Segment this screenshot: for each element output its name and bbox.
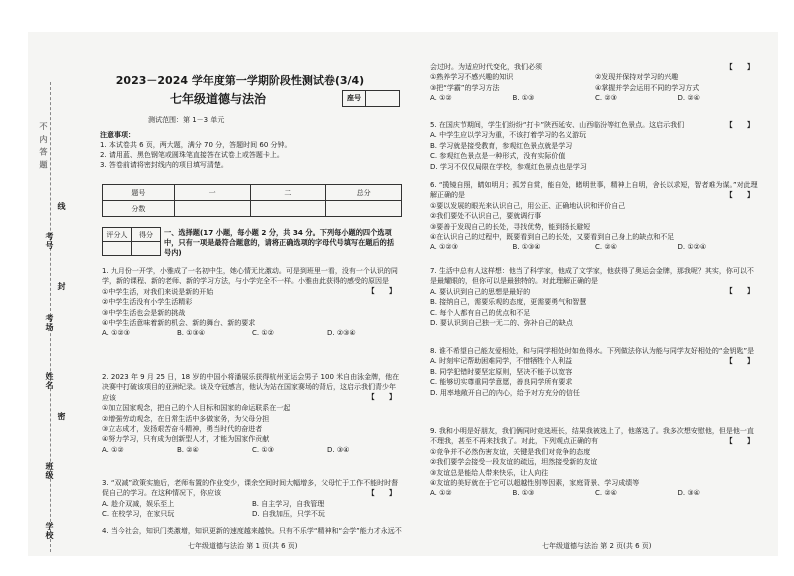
question-item: B. 同学犯错时要坚定原则，坚决不能予以宽容 xyxy=(430,367,573,376)
answer-options xyxy=(102,509,402,519)
answer-options xyxy=(102,499,402,509)
grader-label: 评分人 xyxy=(103,228,132,242)
option[interactable]: D. ③④ xyxy=(327,445,350,454)
section-one-heading: 一、选择题(17 小题，每小题 2 分，共 34 分。下列每小题的四个选项中，只有一项是最符合题意的，请将正确选项的字母代号填写在题后的括号内) xyxy=(164,228,395,257)
option[interactable]: B. ②④ xyxy=(177,445,199,454)
question-item: ③把“学霸”的学习方法 xyxy=(430,83,500,92)
question-6 xyxy=(430,180,760,253)
question-item: ②中学生活没有小学生活精彩 xyxy=(102,298,193,307)
note-item: 1. 本试卷共 6 页，两大题，满分 70 分，答题时间 60 分钟。 xyxy=(100,141,292,149)
question-item: ①要以发展的眼光来认识自己，用公正、正确地认识和评价自己 xyxy=(430,201,626,210)
question-stem: 8. 谁不希望自己能友爱相处，和与同学相处时如鱼得水。下列做法你认为能与同学友好相处的“金钥匙”是 xyxy=(430,347,755,355)
question-8 xyxy=(430,346,760,398)
option[interactable]: A. ①②③ xyxy=(102,329,130,338)
score-header: 一 xyxy=(174,185,250,201)
question-stem: 7. 生活中总有人这样想：他当了科学家，他成了文学家，他获得了奥运会金牌，那我呢？其实，你可以不是最耀眼的，但你可以是最独特的。对此理解正确的是 xyxy=(430,267,754,286)
left-page xyxy=(28,32,406,556)
question-item: ③中学生活也会是新的挑战 xyxy=(102,308,186,317)
answer-bracket[interactable]: 【 】 xyxy=(725,357,760,365)
notes xyxy=(100,130,292,170)
option[interactable]: C. ②④ xyxy=(595,243,617,252)
option[interactable]: A. 趁介双减，娱乐至上 xyxy=(102,499,175,508)
name-label: 姓名 xyxy=(45,372,54,390)
score-header: 总分 xyxy=(326,185,402,201)
question-item: D. 用率地敞开自己的内心，给予对方充分的信任 xyxy=(430,388,580,397)
option[interactable]: A. ①② xyxy=(102,445,124,454)
seat-label: 座号 xyxy=(343,91,366,106)
feng-mark: 封 xyxy=(57,282,66,291)
score-cell[interactable] xyxy=(326,201,402,217)
score-cell[interactable] xyxy=(250,201,326,217)
question-item: ④在认识自己的过程中，既要看到自己的长处，又要看到自己身上的缺点和不足 xyxy=(430,233,675,242)
page-footer-right: 七年级道德与法治 第 2 页(共 6 页) xyxy=(542,542,652,550)
grader-cell[interactable] xyxy=(103,242,132,256)
test-scope: 测试范围：第 1－3 单元 xyxy=(148,116,225,124)
question-stem: 4. 当今社会，知识门类激增，知识更新的速度越来越快。只有不乐学“精神和“会学”能力才永远不 xyxy=(102,527,402,535)
mi-mark: 密 xyxy=(57,412,66,421)
xian-mark: 线 xyxy=(57,202,66,211)
score-header: 二 xyxy=(250,185,326,201)
question-stem: 3. “双减”政策实施后，老师布置的作业变少，课余空间时间大幅增多，父母忙于工作不能时时督促自己的学习。在这种情况下，你应该 xyxy=(102,479,399,498)
notes-title: 注意事项： xyxy=(100,131,135,139)
score-table xyxy=(102,184,402,217)
option[interactable]: B. ①③ xyxy=(512,94,535,103)
score-header: 题号 xyxy=(103,185,175,201)
question-item: ③立志成才，发扬艰苦奋斗精神，勇当时代的奋进者 xyxy=(102,425,263,434)
option[interactable]: D. ③④ xyxy=(677,489,700,498)
binding-margin xyxy=(28,32,76,556)
question-item: ②我们要处不认识自己，要就调行事 xyxy=(430,212,542,221)
option[interactable]: C. ②③ xyxy=(595,94,617,103)
question-item: ①竞争并不必然伤害友谊，关键是我们对竞争的态度 xyxy=(430,447,591,456)
page-footer-left: 七年级道德与法治 第 1 页(共 6 页) xyxy=(188,542,298,550)
answer-options xyxy=(430,488,760,498)
note-item: 3. 答卷前请将密封线内的项目填写清楚。 xyxy=(100,161,228,169)
question-item: C. 能够切实尊重同学意愿，善良同学所有要求 xyxy=(430,378,573,387)
question-item: ①中学生活，对我们来说是新的开始 xyxy=(102,287,214,296)
option[interactable]: D. 自我加压，只学不玩 xyxy=(252,510,325,519)
question-item: ①加立国家观念，把自己的个人目标和国家的命运联系在一起 xyxy=(102,404,291,413)
exam-paper xyxy=(28,32,778,556)
question-stem: 2. 2023 年 9 月 25 日，18 岁的中国小将潘展乐获得杭州亚运会男子 100 米自由泳金牌，他在决赛中打破该项目的亚洲纪录。谈及夺冠感言，他认为站在国家赛场的背后，这启示我们青少年应该 xyxy=(102,373,400,402)
option[interactable]: C. ②④ xyxy=(595,489,617,498)
exam-no-label: 考号 xyxy=(45,232,54,250)
question-item: ②我们要学会接受一段友谊的疏远，坦然接受新的友谊 xyxy=(430,458,598,467)
option[interactable]: B. ①③④ xyxy=(177,329,206,338)
answer-options xyxy=(430,93,760,103)
question-item: A. 中学生应以学习为重，不该打着学习的名义游玩 xyxy=(430,131,587,140)
answer-bracket[interactable]: 【 】 xyxy=(725,287,760,295)
question-stem: 会过时。为适应时代变化，我们必须 xyxy=(430,63,542,71)
question-stem: 1. 九月份一开学，小雅成了一名初中生，她心情无比激动。可是到班里一看，没有一个认识的同学，新的课程、新的老师、新的学习方法，与小学完全不一样。小雅由此获得的感受的原因是 xyxy=(102,267,398,286)
right-page xyxy=(406,32,778,556)
question-stem: 9. 我和小明是好朋友，我们俩同时竞选班长，结果我被选上了，他落选了。我多次想安慰他，但是他一直不理我，甚至不再来找我了。对此，下列观点正确的有 xyxy=(430,427,754,446)
question-item: D. 要认识到自己独一无二的、弥补自己的缺点 xyxy=(430,319,573,328)
exam-room-label: 考场 xyxy=(45,314,54,332)
option[interactable]: A. ①② xyxy=(430,489,452,498)
question-item: C. 每个人都有自己的优点和不足 xyxy=(430,308,531,317)
question-item: ②发现并保持对学习的兴趣 xyxy=(595,73,679,82)
question-item: ②增强劳动观念，在日常生活中多做家务，为父母分担 xyxy=(102,414,270,423)
corner-note: 不 内 答 题 xyxy=(39,122,48,170)
answer-bracket[interactable]: 【 】 xyxy=(367,489,402,497)
question-3 xyxy=(102,478,402,520)
question-item: D. 学习不仅仅局限在学校，参观红色景点也是学习 xyxy=(430,162,587,171)
grader-table xyxy=(102,227,161,256)
question-item: ④掌握并学会运用不同的学习方式 xyxy=(595,83,700,92)
option[interactable]: B. ①③④ xyxy=(512,243,541,252)
answer-bracket[interactable]: 【 】 xyxy=(367,393,402,401)
score-row-label: 分数 xyxy=(103,201,175,217)
question-item: ③要善于发现自己的长处，寻找优势，能到扬长避短 xyxy=(430,222,591,231)
score-cell[interactable] xyxy=(174,201,250,217)
exam-title: 2023－2024 学年度第一学期阶段性测试卷(3/4) xyxy=(115,74,365,87)
answer-bracket[interactable]: 【 】 xyxy=(367,287,402,295)
option[interactable]: D. ②③④ xyxy=(327,329,356,338)
question-item: ③友谊总是能给人带来快乐，让人向往 xyxy=(430,468,549,477)
answer-bracket[interactable]: 【 】 xyxy=(725,63,760,71)
question-4 xyxy=(102,526,402,536)
question-5 xyxy=(430,120,760,172)
item-row xyxy=(430,72,760,82)
grader-score-label: 得分 xyxy=(132,228,161,242)
question-item: ④友谊的美好就在于它可以超越性别等因素，家庭背景、学习成绩等 xyxy=(430,479,640,488)
question-item: C. 参观红色景点是一种形式，没有实际价值 xyxy=(430,152,566,161)
exam-subject: 七年级道德与法治 xyxy=(170,92,267,106)
item-row xyxy=(430,83,760,93)
answer-options xyxy=(430,242,760,252)
question-item: B. 学习就是接受教育，参观红色景点就是学习 xyxy=(430,141,573,150)
option[interactable]: C. 在校学习，在家只玩 xyxy=(102,510,175,519)
question-stem: 5. 在国庆节期间，学生们纷纷“打卡”陕西延安、山西临汾等红色景点。这启示我们 xyxy=(430,121,685,129)
option[interactable]: A. ①②③ xyxy=(430,243,458,252)
question-item: ④中学生活意味着新的机会、新的舞台、新的要求 xyxy=(102,319,256,328)
answer-bracket[interactable]: 【 】 xyxy=(725,121,760,129)
question-item: ④努力学习，只有成为创新型人才，才能为国家作贡献 xyxy=(102,435,270,444)
question-7 xyxy=(430,266,760,328)
question-9 xyxy=(430,426,760,499)
option[interactable]: C. ①② xyxy=(252,329,274,338)
question-item: ①熟养学习不感兴趣的知识 xyxy=(430,73,514,82)
option[interactable]: B. ①③ xyxy=(512,489,535,498)
answer-bracket[interactable]: 【 】 xyxy=(725,191,760,199)
answer-options xyxy=(102,328,402,338)
answer-options xyxy=(102,445,402,455)
option[interactable]: C. ①③ xyxy=(252,445,274,454)
class-label: 班级 xyxy=(45,462,54,480)
option[interactable]: D. ①②④ xyxy=(677,243,707,252)
question-1 xyxy=(102,266,402,339)
option[interactable]: D. ②④ xyxy=(677,94,700,103)
seat-number-box[interactable] xyxy=(342,90,400,107)
school-label: 学校 xyxy=(45,522,54,540)
option[interactable]: B. 自主学习，自我管理 xyxy=(252,499,325,508)
note-item: 2. 请用蓝、黑色钢笔或圆珠笔直接答在试卷上或答题卡上。 xyxy=(100,151,284,159)
question-4-continued xyxy=(430,62,760,104)
question-item: A. 时刻牢记帮助困难同学，不惜牺牲个人利益 xyxy=(430,357,573,366)
question-2 xyxy=(102,372,402,455)
question-stem: 6. “揽镜自照，睛如明月；孤芳自赏，能自处，睹明世事，精神上自明，舍长以求短，智者难为谋。”对此理解正确的是 xyxy=(430,181,758,200)
question-item: A. 要认识到自己的思想是最好的 xyxy=(430,287,531,296)
answer-bracket[interactable]: 【 】 xyxy=(725,437,760,445)
grader-cell[interactable] xyxy=(132,242,161,256)
option[interactable]: A. ①② xyxy=(430,94,452,103)
question-item: B. 接纳自己，需要乐观的态度，更需要勇气和智慧 xyxy=(430,298,587,307)
